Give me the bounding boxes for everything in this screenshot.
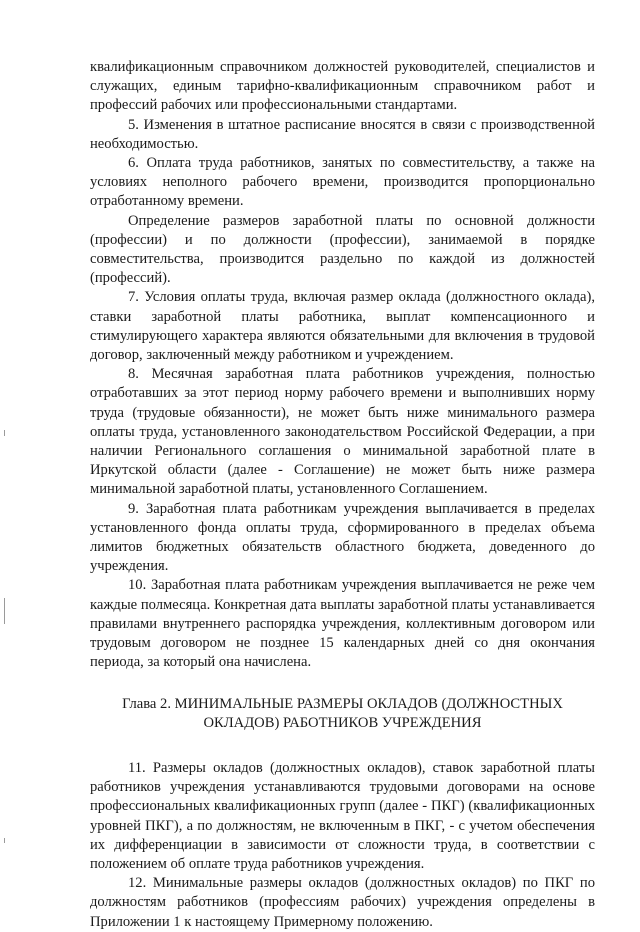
scan-margin-mark (4, 598, 5, 624)
document-page (90, 58, 595, 932)
paragraph-continuation: квалификационным справочником должностей руководителей, специалистов и служащих, единым тарифно-квалификационным справочником работ и профессий рабочих или профессиональными стандартами. (90, 59, 595, 114)
paragraph-11: 11. Размеры окладов (должностных окладов), ставок заработной платы работников учреждения устанавливаются трудовыми договорами на основе профессиональных квалификационных групп (далее - ПКГ) (квалификационных уровней ПКГ), а по должностям, не включенным в ПКГ, - с учетом обеспечения их дифференциации в зависимости от сложности труда, в соответствии с положением об оплате труда работников учреждения. (90, 759, 595, 872)
scan-margin-mark (4, 838, 5, 843)
paragraph-5: 5. Изменения в штатное расписание вносятся в связи с производственной необходимостью. (90, 116, 595, 152)
paragraph-12: 12. Минимальные размеры окладов (должностных окладов) по ПКГ по должностям работников (профессиям рабочих) учреждения определены в Приложении 1 к настоящему Примерному положению. (90, 875, 595, 930)
paragraph-7: 7. Условия оплаты труда, включая размер оклада (должностного оклада), ставки заработной платы работника, выплат компенсационного и стимулирующего характера являются обязательными для включения в трудовой договор, заключенный между работником и учреждением. (90, 289, 595, 364)
paragraph-8: 8. Месячная заработная плата работников учреждения, полностью отработавших за этот период норму рабочего времени и выполнивших норму труда (трудовые обязанности), не может быть ниже минимального размера оплаты труда, установленного законодательством Российской Федерации, а при наличии Регионального соглашения о минимальной заработной плате в Иркутской области (далее - Соглашение) не может быть ниже размера минимальной заработной платы, установленного Соглашением. (90, 366, 595, 498)
paragraph-6-continued: Определение размеров заработной платы по основной должности (профессии) и по должности (профессии), занимаемой в порядке совместительства, производится раздельно по каждой из должностей (профессий). (90, 212, 595, 287)
chapter-heading: Глава 2. МИНИМАЛЬНЫЕ РАЗМЕРЫ ОКЛАДОВ (ДОЛЖНОСТНЫХ ОКЛАДОВ) РАБОТНИКОВ УЧРЕЖДЕНИЯ (122, 695, 563, 731)
paragraph-9: 9. Заработная плата работникам учреждения выплачивается в пределах установленного фонда оплаты труда, сформированного в пределах объема лимитов бюджетных обязательств областного бюджета, доведенного до учреждения. (90, 500, 595, 575)
scan-margin-mark (4, 430, 5, 436)
paragraph-10: 10. Заработная плата работникам учреждения выплачивается не реже чем каждые полмесяца. Конкретная дата выплаты заработной платы устанавливается правилами внутреннего распорядка учреждения, коллективным договором или трудовым договором не позднее 15 календарных дней со дня окончания периода, за который она начислена. (90, 577, 595, 671)
paragraph-6: 6. Оплата труда работников, занятых по совместительству, а также на условиях неполного рабочего времени, производится пропорционально отработанному времени. (90, 155, 595, 210)
